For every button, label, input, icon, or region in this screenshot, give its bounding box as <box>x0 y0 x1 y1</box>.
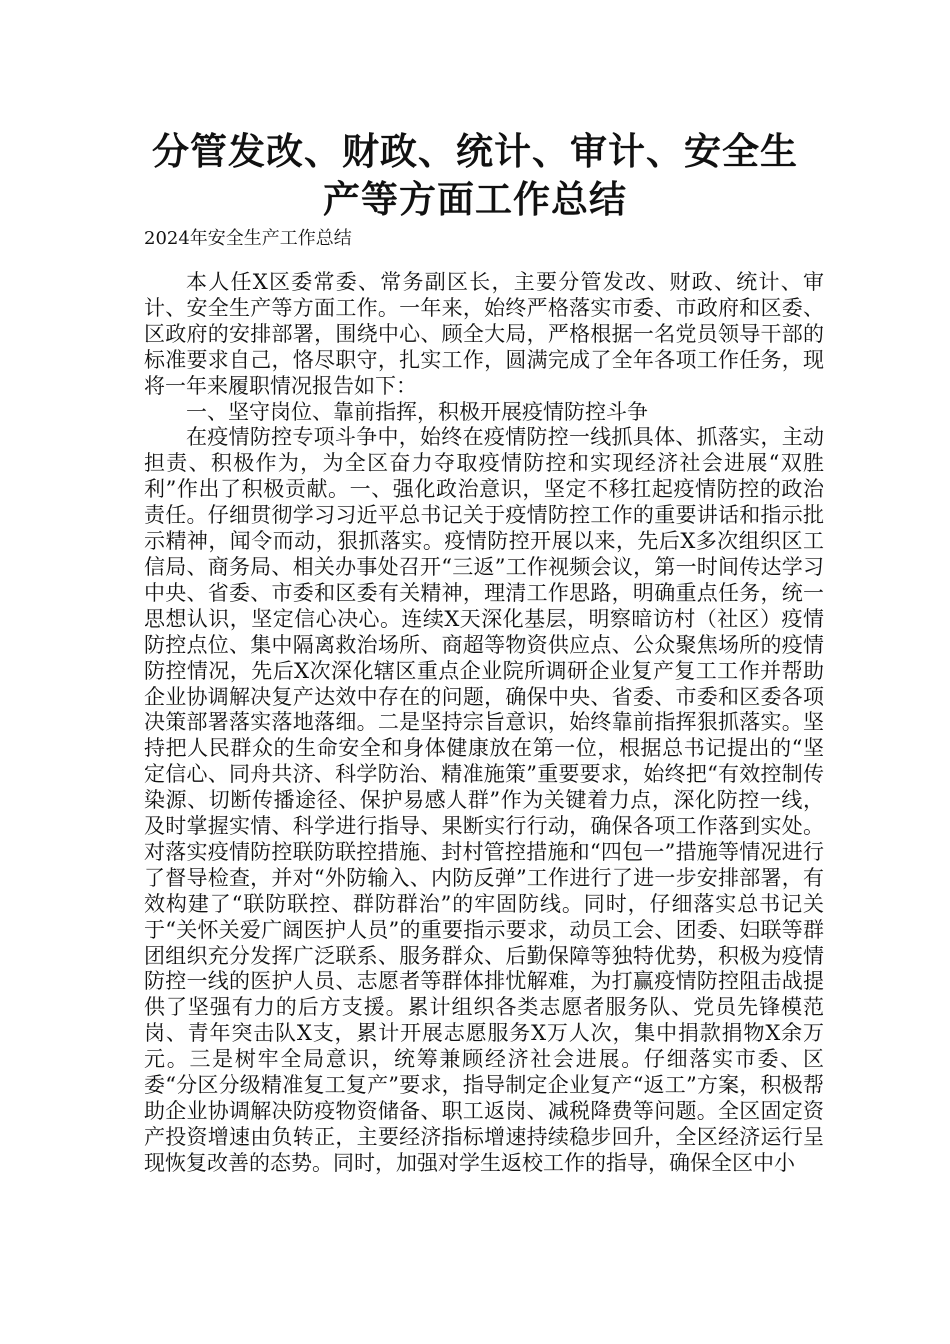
title-line-2: 产等方面工作总结 <box>323 178 627 221</box>
section-heading-1: 一、坚守岗位、靠前指挥，积极开展疫情防控斗争 <box>186 399 648 424</box>
paragraph-epidemic-control: 在疫情防控专项斗争中，始终在疫情防控一线抓具体、抓落实，主动担责、积极作为，为全区奋力夺取疫情防控和实现经济社会进展“双胜利”作出了积极贡献。一、强化政治意识，坚定不移扛起疫情防控的政治责任。仔细贯彻学习习近平总书记关于疫情防控工作的重要讲话和指示批示精神，闻令而动，狠抓落实。疫情防控开展以来，先后X多次组织区工信局、商务局、相关办事处召开“三返”工作视频会议，第一时间传达学习中央、省委、市委和区委有关精神，理清工作思路，明确重点任务，统一思想认识，坚定信心决心。连续X天深化基层，明察暗访村（社区）疫情防控点位、集中隔离救治场所、商超等物资供应点、公众聚焦场所的疫情防控情况，先后X次深化辖区重点企业院所调研企业复产复工工作并帮助企业协调解决复产达效中存在的问题，确保中央、省委、市委和区委各项决策部署落实落地落细。二是坚持宗旨意识，始终靠前指挥狠抓落实。坚持把人民群众的生命安全和身体健康放在第一位，根据总书记提出的“坚定信心、同舟共济、科学防治、精准施策”重要要求，始终把“有效控制传染源、切断传播途径、保护易感人群”作为关键着力点，深化防控一线，及时掌握实情、科学进行指导、果断实行行动，确保各项工作落到实处。对落实疫情防控联防联控措施、封村管控措施和“四包一”措施等情况进行了督导检查，并对“外防输入、内防反弹”工作进行了进一步安排部署，有效构建了“联防联控、群防群治”的牢固防线。同时，仔细落实总书记关于“关怀关爱广阔医护人员”的重要指示要求，动员工会、团委、妇联等群团组织充分发挥广泛联系、服务群众、后勤保障等独特优势，积极为疫情防控一线的医护人员、志愿者等群体排忧解难，为打赢疫情防控阻击战提供了坚强有力的后方支援。累计组织各类志愿者服务队、党员先锋模范岗、青年突击队X支，累计开展志愿服务X万人次，集中捐款捐物X余万元。三是树牢全局意识，统筹兼顾经济社会进展。仔细落实市委、区委“分区分级精准复工复产”要求，指导制定企业复产“返工”方案，积极帮助企业协调解决防疫物资储备、职工返岗、减税降费等问题。全区固定资产投资增速由负转正，主要经济指标增速持续稳步回升，全区经济运行呈现恢复改善的态势。同时，加强对学生返校工作的指导，确保全区中小 <box>144 425 824 1175</box>
document-body <box>144 270 824 1177</box>
paragraph-intro: 本人任X区委常委、常务副区长，主要分管发改、财政、统计、审计、安全生产等方面工作。一年来，始终严格落实市委、市政府和区委、区政府的安排部署，围绕中心、顾全大局，严格根据一名党员领导干部的标准要求自己，恪尽职守，扎实工作，圆满完成了全年各项工作任务，现将一年来履职情况报告如下： <box>144 270 824 398</box>
title-line-1: 分管发改、财政、统计、审计、安全生 <box>152 130 798 173</box>
document-title <box>100 128 850 224</box>
document-subtitle: 2024年安全生产工作总结 <box>144 228 352 249</box>
